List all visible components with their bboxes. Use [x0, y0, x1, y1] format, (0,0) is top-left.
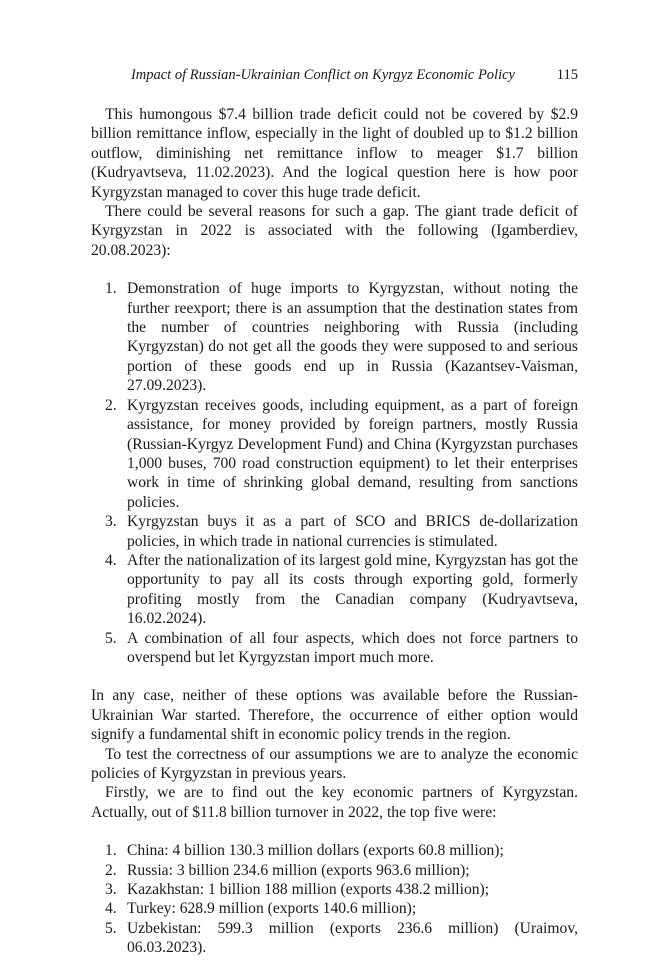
paragraph-reasons-intro: There could be several reasons for such a gap. The giant trade deficit of Kyrgyzstan in 2022 is associated with the following (Igamberdiev, 20.08.2023):: [91, 203, 578, 259]
list-item: [91, 396, 578, 512]
page: [91, 66, 578, 958]
list-item-number: 5.: [105, 919, 117, 937]
list-item-number: 3.: [105, 513, 117, 531]
spacer: [91, 822, 578, 841]
partners-list: [91, 841, 578, 957]
list-item-number: 5.: [105, 629, 117, 647]
list-item-text: Demonstration of huge imports to Kyrgyzstan, without noting the further reexport; there is an assumption that the destination states from the number of countries neighboring with Russia (including Kyrgyzstan) do not get all the goods they were supposed to and serious portion of these goods end up in Russia (Kazantsev-Vaisman, 27.09.2023).: [127, 280, 578, 395]
paragraph-options: In any case, neither of these options was available before the Russian-Ukrainian War started. Therefore, the occurrence of either option would signify a fundamental shift in economic policy trends in the region.: [91, 687, 578, 744]
spacer: [91, 667, 578, 686]
list-item: [91, 899, 578, 918]
list-item-number: 1.: [105, 280, 117, 298]
list-item: [91, 629, 578, 668]
list-item-number: 3.: [105, 881, 117, 899]
list-item: [91, 551, 578, 629]
list-item: [91, 279, 578, 395]
list-item-text: Kyrgyzstan receives goods, including equipment, as a part of foreign assistance, for money provided by foreign partners, mostly Russia (Russian-Kyrgyz Development Fund) and China (Kyrgyzstan purchases 1,000 buses, 700 road construction equipment) to let their enterprises work in time of shrinking global demand, resulting from sanctions policies.: [127, 396, 578, 511]
running-head: [91, 66, 578, 88]
list-item-text: Kyrgyzstan buys it as a part of SCO and BRICS de-dollarization policies, in which trade in national currencies is stimulated.: [127, 513, 578, 550]
list-item-number: 1.: [105, 842, 117, 860]
paragraph-partners-intro: Firstly, we are to find out the key economic partners of Kyrgyzstan. Actually, out of $11.8 billion turnover in 2022, the top five were:: [91, 784, 578, 821]
list-item: [91, 861, 578, 880]
list-item-text: Russia: 3 billion 234.6 million (exports 963.6 million);: [127, 861, 470, 879]
page-number: 115: [556, 67, 578, 83]
list-item-text: Turkey: 628.9 million (exports 140.6 million);: [127, 900, 417, 918]
list-item-text: A combination of all four aspects, which does not force partners to overspend but let Kyrgyzstan import much more.: [127, 629, 578, 666]
paragraph-assumptions: To test the correctness of our assumptions we are to analyze the economic policies of Kyrgyzstan in previous years.: [91, 745, 578, 782]
list-item-text: After the nationalization of its largest gold mine, Kyrgyzstan has got the opportunity to pay all its costs through exporting gold, formerly profiting mostly from the Canadian company (Kudryavtseva, 16.02.2024).: [127, 551, 578, 628]
list-item-number: 4.: [105, 900, 117, 918]
body-text: [91, 105, 578, 958]
list-item-number: 4.: [105, 551, 117, 569]
list-item-text: China: 4 billion 130.3 million dollars (exports 60.8 million);: [127, 842, 504, 860]
reasons-list: [91, 279, 578, 667]
list-item-number: 2.: [105, 396, 117, 414]
list-item-text: Uzbekistan: 599.3 million (exports 236.6 million) (Uraimov, 06.03.2023).: [127, 919, 578, 957]
list-item: [91, 841, 578, 860]
list-item-text: Kazakhstan: 1 billion 188 million (exports 438.2 million);: [127, 881, 490, 899]
list-item: [91, 880, 578, 899]
running-title: Impact of Russian-Ukrainian Conflict on Kyrgyz Economic Policy: [130, 67, 515, 83]
list-item: [91, 512, 578, 551]
list-item-number: 2.: [105, 861, 117, 879]
list-item: [91, 919, 578, 958]
spacer: [91, 260, 578, 279]
paragraph-trade-deficit: This humongous $7.4 billion trade deficit could not be covered by $2.9 billion remittance inflow, especially in the light of doubled up to $1.2 billion outflow, diminishing net remittance inflow to meager $1.7 billion (Kudryavtseva, 11.02.2023). And the logical question here is how poor Kyrgyzstan managed to cover this huge trade deficit.: [91, 106, 578, 201]
